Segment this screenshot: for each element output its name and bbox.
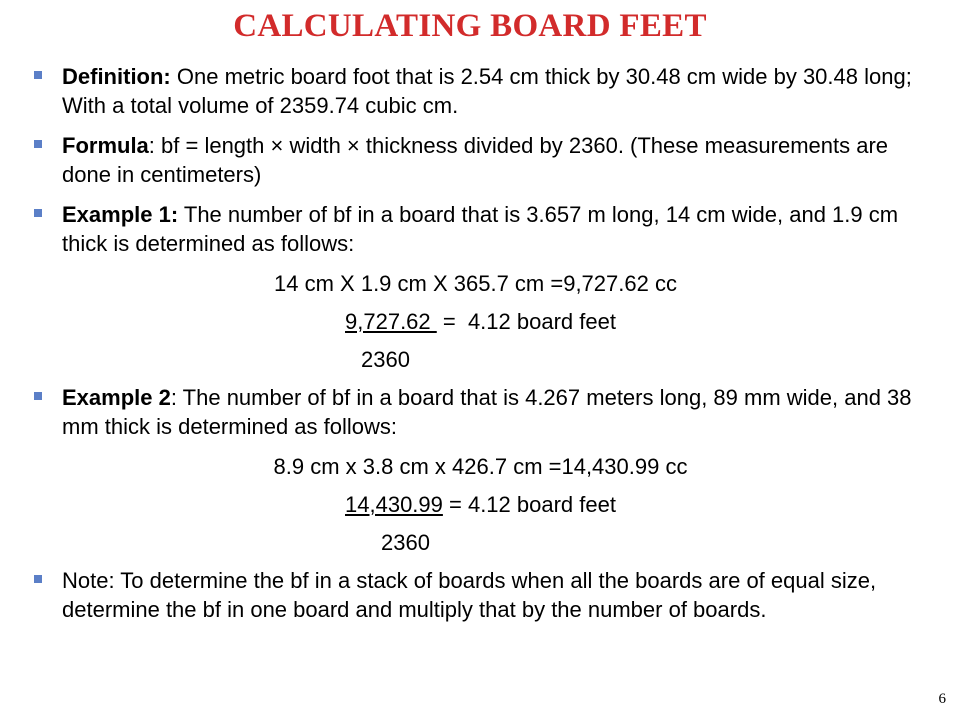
slide-content <box>28 62 933 635</box>
slide-title: CALCULATING BOARD FEET <box>233 8 707 44</box>
example-1-numerator: 9,727.62 <box>345 309 437 334</box>
square-bullet-icon <box>34 392 42 400</box>
bullet-note <box>28 566 933 624</box>
formula-label: Formula <box>62 133 149 158</box>
square-bullet-icon <box>34 209 42 217</box>
square-bullet-icon <box>34 140 42 148</box>
example-1-label: Example 1: <box>62 202 179 227</box>
example-2-result: = 4.12 board feet <box>442 492 616 517</box>
page-number: 6 <box>938 691 946 707</box>
example-1-result: = 4.12 board feet <box>436 309 616 334</box>
note-text: Note: To determine the bf in a stack of boards when all the boards are of equal size, determine the bf in one board and multiply that by the number of boards. <box>62 568 877 622</box>
example-1-text: The number of bf in a board that is 3.657 m long, 14 cm wide, and 1.9 cm thick is determined as follows: <box>62 202 899 256</box>
example-2-fraction <box>28 490 933 519</box>
bullet-formula <box>28 131 933 189</box>
example-2-denominator: 2360 <box>381 530 430 555</box>
example-1-fraction <box>28 307 933 336</box>
example-2-label: Example 2 <box>62 385 171 410</box>
example-2-product: 8.9 cm x 3.8 cm x 426.7 cm =14,430.99 cc <box>273 454 688 479</box>
square-bullet-icon <box>34 575 42 583</box>
bullet-definition <box>28 62 933 120</box>
example-1-denominator: 2360 <box>361 347 410 372</box>
example-2-text: : The number of bf in a board that is 4.267 meters long, 89 mm wide, and 38 mm thick is determined as follows: <box>62 385 912 439</box>
formula-text: : bf = length × width × thickness divided by 2360. (These measurements are done in centimeters) <box>62 133 889 187</box>
definition-text: One metric board foot that is 2.54 cm thick by 30.48 cm wide by 30.48 long; With a total volume of 2359.74 cubic cm. <box>62 64 912 118</box>
square-bullet-icon <box>34 71 42 79</box>
example-1-product: 14 cm X 1.9 cm X 365.7 cm =9,727.62 cc <box>274 271 677 296</box>
bullet-example-1 <box>28 200 933 258</box>
bullet-example-2 <box>28 383 933 441</box>
definition-label: Definition: <box>62 64 171 89</box>
example-2-numerator: 14,430.99 <box>345 492 443 517</box>
